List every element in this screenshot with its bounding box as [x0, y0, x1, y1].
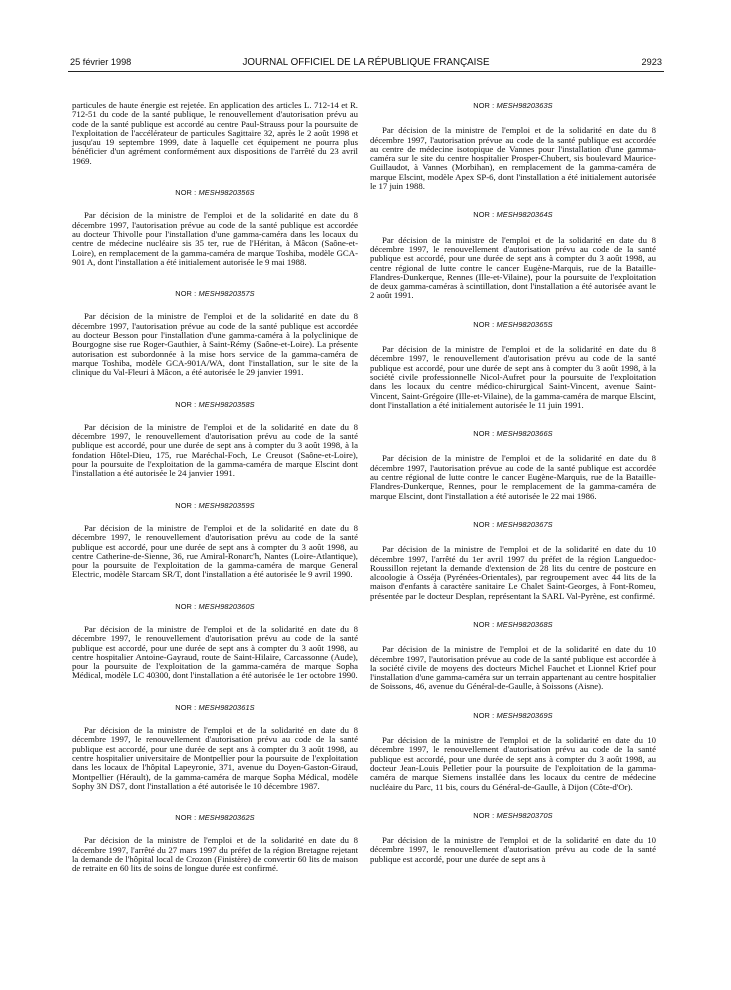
nor-label: NOR :	[473, 429, 495, 439]
decision-paragraph: Par décision de la ministre de l'emploi et de la solidarité en date du 10 décembre 1997, l'autorisation prévue au code de la santé publique est accordée à la société civile de moyens des docteurs Michel Fauchet et Lionnel Krief pour l'installation d'une gamma-caméra sur un terrain appartenant au centre hospitalier de Soissons, 46, avenue du Général-de-Gaulle, à Soissons (Aisne).	[370, 644, 656, 692]
spacer	[72, 510, 358, 524]
decision-paragraph: Par décision de la ministre de l'emploi et de la solidarité en date du 8 décembre 1997, le renouvellement d'autorisation prévu au code de la santé publique est accordé, pour une durée de sept ans à compter du 3 août 1998, au centre hospitalier universitaire de Montpellier pour la poursuite de l'exploitation dans les locaux de l'hôpital Lapeyronie, 371, avenue du Doyen-Gaston-Giraud, Montpellier (Hérault), de la gamma-caméra de marque Sopha Médical, modèle Sophy 3N DS7, dont l'installation a été autorisée le 10 décembre 1987.	[72, 725, 358, 791]
nor-label: NOR :	[473, 619, 495, 629]
header-rule	[68, 71, 664, 72]
nor-reference	[72, 400, 358, 409]
spacer	[72, 378, 358, 400]
decision-paragraph: Par décision de la ministre de l'emploi et de la solidarité en date du 8 décembre 1997, l'arrêté du 27 mars 1997 du préfet de la région Bretagne rejetant la demande de l'hôpital local de Crozon (Finistère) de convertir 60 lits de maison de retraite en 60 lits de soins de longue durée est confirmé.	[72, 835, 358, 874]
spacer	[370, 529, 656, 545]
nor-reference	[370, 320, 656, 329]
nor-code: MESH9820358S	[198, 399, 255, 409]
nor-code: MESH9820364S	[496, 210, 553, 220]
page-number: 2923	[641, 57, 662, 67]
decision-paragraph: Par décision de la ministre de l'emploi et de la solidarité en date du 10 décembre 1997, le renouvellement d'autorisation prévu au code de la santé publique est accordé, pour une durée de sept ans à compter du 3 août 1998, au docteur Jean-Louis Pelletier pour la poursuite de l'exploitation de la gamma-caméra de marque Siemens installée dans les locaux du centre de médecine nucléaire du Parc, 11 bis, cours du Général-de-Gaulle, à Dijon (Côte-d'Or).	[370, 735, 656, 792]
continued-paragraph: particules de haute énergie est rejetée. En application des articles L. 712-14 et R. 712-51 du code de la santé publique, le renouvellement d'autorisation prévu au code de la santé publique est accordé au centre Paul-Strauss pour la poursuite de l'exploitation de l'accélérateur de particules Sagittaire 32, après le 2 août 1998 et jusqu'au 19 septembre 1999, date à laquelle cet équipement ne pourra plus bénéficier d'un agrément conformément aux dispositions de l'arrêté du 23 avril 1969.	[72, 100, 358, 166]
spacer	[370, 820, 656, 836]
page-header	[70, 57, 662, 71]
spacer	[72, 791, 358, 813]
spacer	[370, 301, 656, 320]
nor-reference	[72, 289, 358, 298]
spacer	[370, 601, 656, 620]
nor-code: MESH9820362S	[198, 813, 255, 823]
nor-reference	[72, 602, 358, 611]
nor-code: MESH9820361S	[198, 702, 255, 712]
nor-code: MESH9820370S	[496, 810, 553, 820]
spacer	[72, 822, 358, 836]
nor-reference	[370, 429, 656, 438]
spacer	[370, 329, 656, 345]
decision-paragraph: Par décision de la ministre de l'emploi et de la solidarité en date du 8 décembre 1997, l'autorisation prévue au code de la santé publique est accordée au centre régional de lutte contre le cancer Eugène-Marquis, rue de la Bataille-Flandres-Dunkerque, Rennes, pour le remplacement de la gamma-caméra de marque Elscint, dont l'installation a été autorisée le 22 mai 1986.	[370, 453, 656, 501]
nor-reference	[370, 811, 656, 820]
nor-code: MESH9820365S	[496, 319, 553, 329]
spacer	[72, 479, 358, 501]
spacer	[72, 409, 358, 423]
nor-reference	[370, 210, 656, 219]
nor-code: MESH9820369S	[496, 710, 553, 720]
spacer	[72, 611, 358, 625]
decision-paragraph: Par décision de la ministre de l'emploi et de la solidarité en date du 8 décembre 1997, le renouvellement d'autorisation prévu au code de la santé publique est accordé, pour une durée de sept ans à compter du 3 août 1998, à la société civile professionnelle Nicol-Aufret pour la poursuite de l'exploitation dans les locaux du centre médico-chirurgical Saint-Vincent, avenue Saint-Vincent, Saint-Grégoire (Ille-et-Vilaine), de la gamma-caméra de marque Elscint, dont l'installation a été initialement autorisée le 11 juin 1991.	[370, 344, 656, 410]
decision-paragraph: Par décision de la ministre de l'emploi et de la solidarité en date du 10 décembre 1997, le renouvellement d'autorisation prévu au code de la santé publique est accordé, pour une durée de sept ans à	[370, 835, 656, 864]
nor-label: NOR :	[175, 399, 197, 409]
nor-label: NOR :	[473, 810, 495, 820]
nor-label: NOR :	[473, 519, 495, 529]
spacer	[72, 197, 358, 211]
nor-label: NOR :	[473, 319, 495, 329]
nor-reference	[72, 188, 358, 197]
nor-code: MESH9820368S	[496, 619, 553, 629]
nor-label: NOR :	[473, 710, 495, 720]
nor-reference	[370, 620, 656, 629]
left-column	[72, 101, 358, 874]
spacer	[370, 792, 656, 811]
nor-reference	[72, 813, 358, 822]
nor-label: NOR :	[175, 188, 197, 198]
right-column	[370, 101, 656, 864]
decision-paragraph: Par décision de la ministre de l'emploi et de la solidarité en date du 8 décembre 1997, le renouvellement d'autorisation prévu au code de la santé publique est accordé, pour une durée de sept ans à compter du 3 août 1998, au centre hospitalier Antoine-Gayraud, route de Saint-Hilaire, Carcassonne (Aude), pour la poursuite de l'exploitation de la gamma-caméra de marque Sopha Médical, modèle LC 40300, dont l'installation a été autorisée le 1er octobre 1990.	[72, 623, 358, 681]
nor-code: MESH9820367S	[496, 519, 553, 529]
nor-reference	[370, 101, 656, 110]
spacer	[72, 712, 358, 726]
spacer	[370, 410, 656, 429]
decision-paragraph: Par décision de la ministre de l'emploi et de la solidarité en date du 8 décembre 1997, l'autorisation prévue au code de la santé publique est accordée au centre de médecine isotopique de Vannes pour l'installation d'une gamma-caméra sur le site du centre hospitalier Prosper-Chubert, sis boulevard Maurice-Guillaudot, à Vannes (Morbihan), en remplacement de la gamma-caméra de marque Elscint, modèle Apex SP-6, dont l'installation a été initialement autorisée le 17 juin 1988.	[370, 125, 656, 192]
nor-reference	[370, 711, 656, 720]
spacer	[72, 166, 358, 188]
nor-label: NOR :	[175, 601, 197, 611]
decision-paragraph: Par décision de la ministre de l'emploi et de la solidarité en date du 10 décembre 1997, l'arrêté du 1er avril 1997 du préfet de la région Languedoc-Roussillon rejetant la demande d'extension de 28 lits du centre de postcure en alcoologie à Osséja (Pyrénées-Orientales), par regroupement avec 44 lits de la maison d'enfants à caractère sanitaire Le Chalet Saint-Georges, à Font-Romeu, présentée par le docteur Desplan, représentant la SARL Val-Pyrène, est confirmé.	[370, 544, 656, 601]
decision-paragraph: Par décision de la ministre de l'emploi et de la solidarité en date du 8 décembre 1997, le renouvellement d'autorisation prévu au code de la santé publique est accordé, pour une durée de sept ans à compter du 3 août 1998, à la fondation Hôtel-Dieu, 175, rue Maréchal-Foch, Le Creusot (Saône-et-Loire), pour la poursuite de l'exploitation de la gamma-caméra de marque Elscint dont l'installation a été autorisée le 24 janvier 1991.	[72, 421, 358, 479]
decision-paragraph: Par décision de la ministre de l'emploi et de la solidarité en date du 8 décembre 1997, l'autorisation prévue au code de la santé publique est accordée au docteur Thivolle pour l'installation d'une gamma-caméra dans les locaux du centre de médecine nucléaire sis 35 ter, rue de l'Héritan, à Mâcon (Saône-et-Loire), en remplacement de la gamma-caméra de marque Toshiba, modèle GCA-901 A, dont l'installation a été initialement autorisée le 9 mai 1988.	[72, 210, 358, 267]
issue-date: 25 février 1998	[70, 57, 132, 67]
nor-label: NOR :	[175, 500, 197, 510]
nor-reference	[370, 520, 656, 529]
spacer	[370, 720, 656, 736]
spacer	[370, 438, 656, 454]
nor-code: MESH9820360S	[198, 601, 255, 611]
nor-code: MESH9820357S	[198, 289, 255, 299]
spacer	[72, 580, 358, 602]
nor-label: NOR :	[473, 210, 495, 220]
decision-paragraph: Par décision de la ministre de l'emploi et de la solidarité en date du 8 décembre 1997, l'autorisation prévue au code de la santé publique est accordée au docteur Besson pour l'installation d'une gamma-caméra à la polyclinique de Bourgogne sise rue Roger-Gauthier, à Saint-Rémy (Saône-et-Loire). La présente autorisation est subordonnée à la mise hors service de la gamma-caméra de marque Toshiba, modèle GCA-901A/WA, dont l'installation, sur le site de la clinique du Val-Fleuri à Mâcon, a été autorisée le 29 janvier 1991.	[72, 311, 358, 378]
nor-label: NOR :	[473, 101, 495, 110]
spacer	[72, 267, 358, 289]
nor-label: NOR :	[175, 702, 197, 712]
nor-reference	[72, 501, 358, 510]
nor-label: NOR :	[175, 289, 197, 299]
decision-paragraph: Par décision de la ministre de l'emploi et de la solidarité en date du 8 décembre 1997, le renouvellement d'autorisation prévu au code de la santé publique est accordé, pour une durée de sept ans à compter du 3 août 1998, au centre Catherine-de-Sienne, 36, rue Amiral-Ronarc'h, Nantes (Loire-Atlantique), pour la poursuite de l'exploitation de la gamma-caméra de marque General Electric, modèle Starcam SR/T, dont l'installation a été autorisée le 9 avril 1990.	[72, 522, 358, 580]
spacer	[72, 298, 358, 312]
nor-code: MESH9820359S	[198, 500, 255, 510]
spacer	[370, 220, 656, 236]
decision-paragraph: Par décision de la ministre de l'emploi et de la solidarité en date du 8 décembre 1997, le renouvellement d'autorisation prévu au code de la santé publique est accordé, pour une durée de sept ans à compter du 3 août 1998, au centre régional de lutte contre le cancer Eugène-Marquis, rue de la Bataille-Flandres-Dunkerque, Rennes (Ille-et-Vilaine), pour la poursuite de l'exploitation de deux gamma-caméras à scintillation, dont l'installation a été autorisée avant le 2 août 1991.	[370, 234, 656, 301]
spacer	[370, 110, 656, 126]
spacer	[72, 681, 358, 703]
nor-code: MESH9820366S	[496, 429, 553, 439]
spacer	[370, 501, 656, 520]
spacer	[370, 692, 656, 711]
nor-label: NOR :	[175, 813, 197, 823]
nor-code: MESH9820363S	[496, 101, 553, 110]
nor-reference	[72, 703, 358, 712]
journal-title: JOURNAL OFFICIEL DE LA RÉPUBLIQUE FRANÇAISE	[242, 57, 490, 68]
spacer	[370, 629, 656, 645]
nor-code: MESH9820356S	[198, 188, 255, 198]
spacer	[370, 191, 656, 210]
